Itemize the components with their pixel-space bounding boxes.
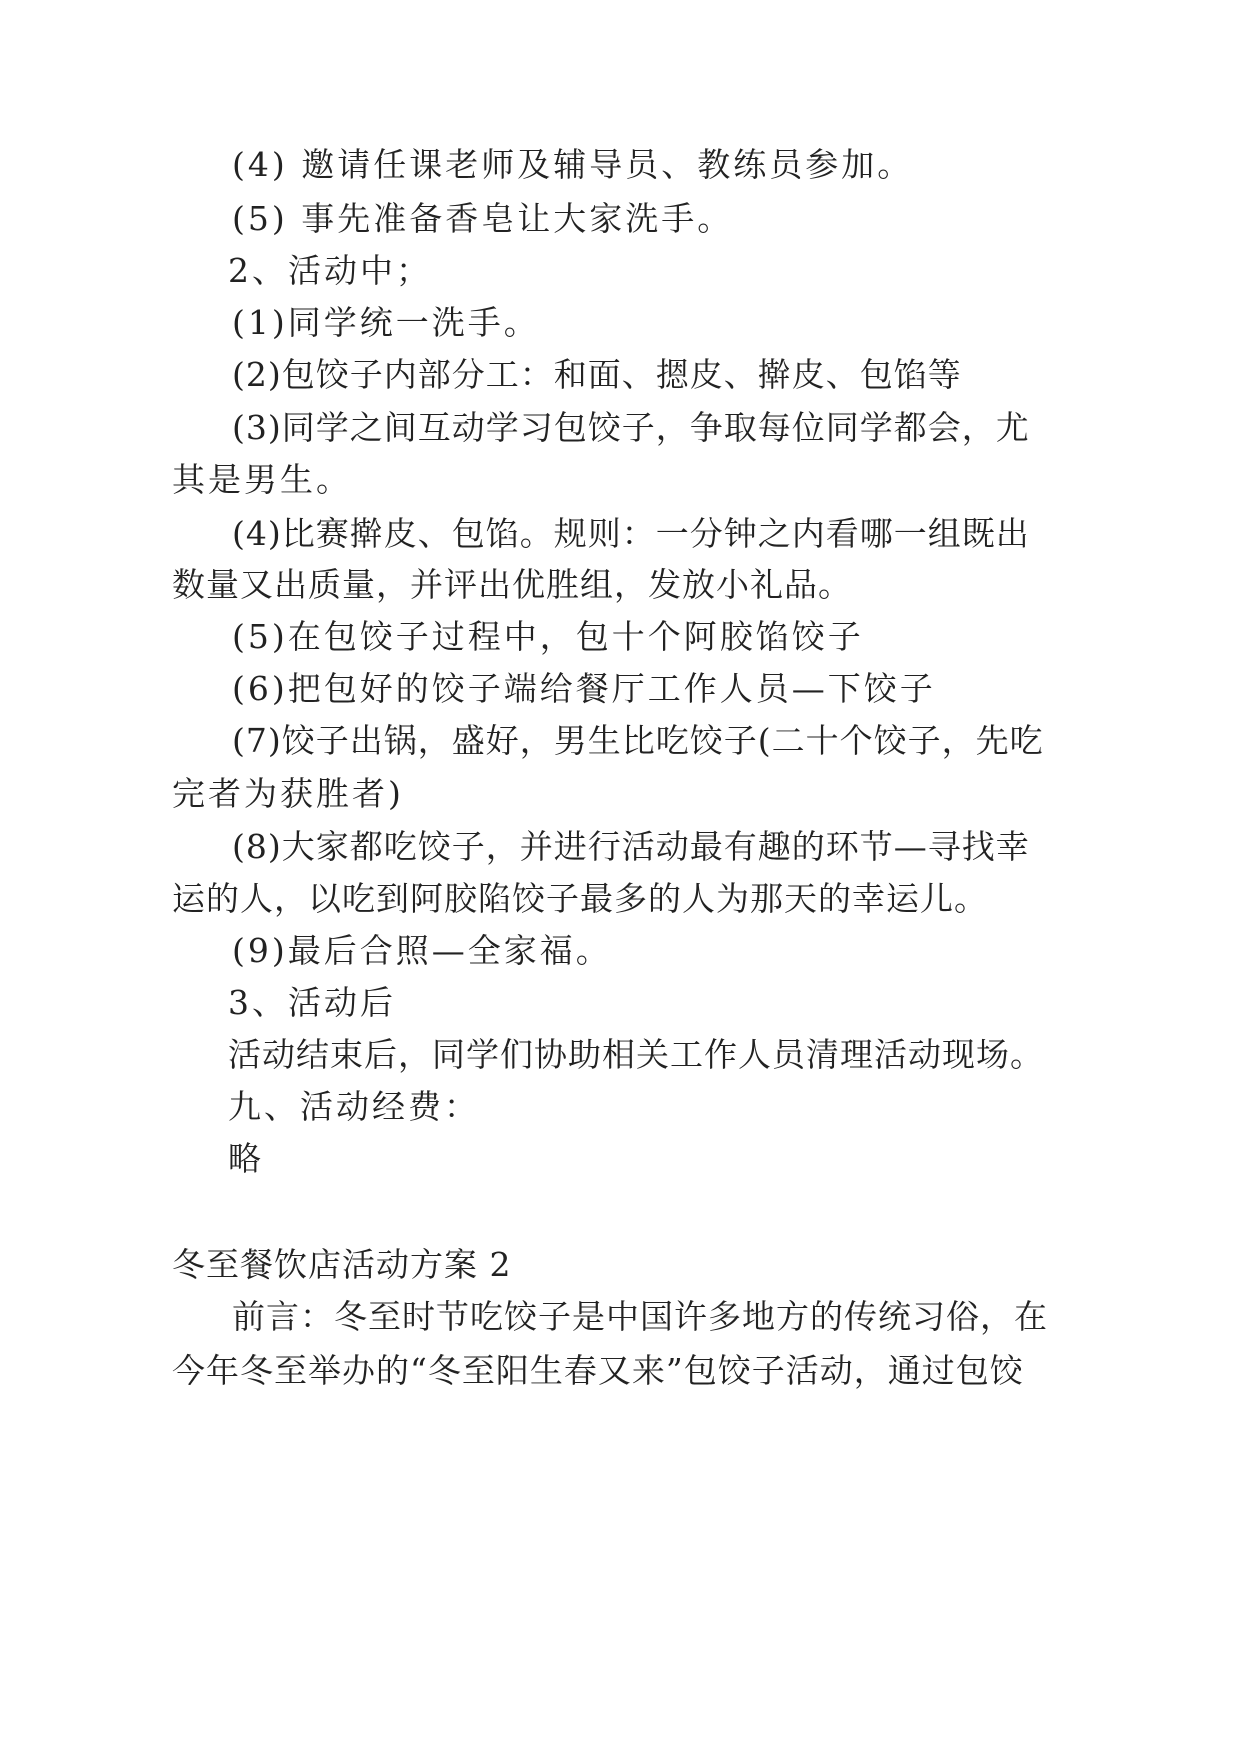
text-line: (7)饺子出锅，盛好，男生比吃饺子(二十个饺子，先吃 [232, 721, 1044, 760]
text-line: 2、活动中； [228, 251, 432, 290]
text-line: (4) 邀请任课老师及辅导员、教练员参加。 [232, 145, 914, 184]
text-line: (5)在包饺子过程中，包十个阿胶馅饺子 [232, 617, 864, 656]
text-line: (6)把包好的饺子端给餐厅工作人员—下饺子 [232, 669, 936, 708]
text-line: (4)比赛擀皮、包馅。规则：一分钟之内看哪一组既出 [232, 514, 1030, 553]
text-line: 数量又出质量，并评出优胜组，发放小礼品。 [172, 565, 852, 604]
text-line: (9)最后合照—全家福。 [232, 931, 612, 970]
text-line: (3)同学之间互动学习包饺子，争取每位同学都会，尤 [232, 408, 1030, 447]
text-line: 其是男生。 [172, 460, 352, 499]
text-line: 3、活动后 [228, 983, 396, 1022]
text-line: 九、活动经费： [228, 1087, 480, 1126]
text-line: (5) 事先准备香皂让大家洗手。 [232, 199, 734, 238]
text-line: 运的人，以吃到阿胶陷饺子最多的人为那天的幸运儿。 [172, 879, 988, 918]
text-line: (1)同学统一洗手。 [232, 303, 540, 342]
intro-line: 今年冬至举办的“冬至阳生春又来”包饺子活动，通过包饺 [172, 1351, 1024, 1390]
section-title: 冬至餐饮店活动方案 2 [172, 1245, 512, 1284]
text-line: 活动结束后，同学们协助相关工作人员清理活动现场。 [228, 1035, 1044, 1074]
text-line: 略 [228, 1139, 264, 1178]
text-line: (2)包饺子内部分工：和面、摁皮、擀皮、包馅等 [232, 355, 962, 394]
text-line: 完者为获胜者) [172, 774, 404, 813]
intro-line: 前言：冬至时节吃饺子是中国许多地方的传统习俗，在 [232, 1297, 1048, 1336]
text-line: (8)大家都吃饺子，并进行活动最有趣的环节—寻找幸 [232, 827, 1030, 866]
